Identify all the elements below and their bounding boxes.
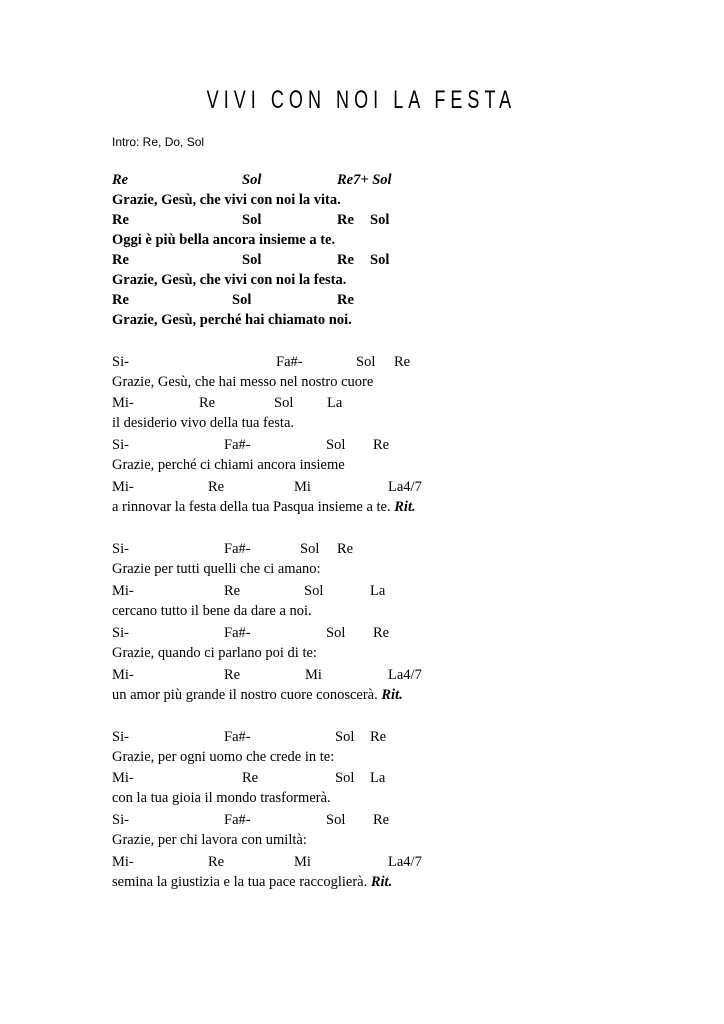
verse3-lyric-line-1 xyxy=(112,749,712,769)
chord: Mi- xyxy=(112,854,134,870)
chord: Re xyxy=(394,354,411,370)
chord: Mi- xyxy=(112,770,134,786)
lyric-text: Oggi è più bella ancora insieme a te. xyxy=(112,232,336,248)
chord: Re xyxy=(373,625,390,641)
lyric-text: a rinnovar la festa della tua Pasqua insieme a te. xyxy=(112,499,391,515)
refrain-chord-line-3 xyxy=(112,252,712,272)
verse3-lyric-line-3 xyxy=(112,832,712,852)
verse1-chord-line-4 xyxy=(112,479,712,499)
lyric-text: il desiderio vivo della tua festa. xyxy=(112,415,295,431)
refrain-chord-line-2 xyxy=(112,212,712,232)
chord: La xyxy=(327,395,343,411)
chord: Sol xyxy=(232,292,252,308)
chord: Re xyxy=(370,729,387,745)
chord: Fa#- xyxy=(224,625,251,641)
chord: Re xyxy=(112,292,129,308)
chord: Re xyxy=(337,252,354,268)
chord: Re xyxy=(112,172,129,188)
verse3-chord-line-2 xyxy=(112,770,712,790)
rit-marker: Rit. xyxy=(394,499,416,515)
verse3-lyric-line-2 xyxy=(112,790,712,810)
chord: Fa#- xyxy=(276,354,303,370)
chord: Sol xyxy=(300,541,320,557)
chord: Sol xyxy=(274,395,294,411)
refrain-lyric-line-1 xyxy=(112,192,712,212)
refrain-lyric-line-3 xyxy=(112,272,712,292)
lyric-text: cercano tutto il bene da dare a noi. xyxy=(112,603,312,619)
verse2-chord-line-3 xyxy=(112,625,712,645)
chord: La xyxy=(370,770,386,786)
verse2-chord-line-1 xyxy=(112,541,712,561)
chord: Re xyxy=(208,854,225,870)
lyric-with-rit xyxy=(112,874,392,891)
chord: Sol xyxy=(370,252,390,268)
refrain-chord-line-1 xyxy=(112,172,712,192)
lyric-text: Grazie, Gesù, perché hai chiamato noi. xyxy=(112,312,352,328)
chord: Fa#- xyxy=(224,812,251,828)
chord: Si- xyxy=(112,625,129,641)
intro-text: Intro: Re, Do, Sol xyxy=(112,135,205,149)
chord: Re xyxy=(373,812,390,828)
refrain-lyric-line-2 xyxy=(112,232,712,252)
chord: Re xyxy=(337,541,354,557)
lyric-text: semina la giustizia e la tua pace raccoglierà. xyxy=(112,874,368,890)
chord: Re7+ Sol xyxy=(337,172,392,188)
refrain-chord-line-4 xyxy=(112,292,712,312)
verse1-lyric-line-1 xyxy=(112,374,712,394)
verse1-lyric-line-4 xyxy=(112,499,712,519)
chord: Sol xyxy=(242,172,262,188)
verse1-chord-line-3 xyxy=(112,437,712,457)
chord: Sol xyxy=(304,583,324,599)
chord: Mi- xyxy=(112,479,134,495)
refrain-lyric-line-4 xyxy=(112,312,712,332)
lyric-text: Grazie, Gesù, che hai messo nel nostro cuore xyxy=(112,374,374,390)
chord: Si- xyxy=(112,354,129,370)
chord: Sol xyxy=(242,212,262,228)
lyric-text: Grazie, perché ci chiami ancora insieme xyxy=(112,457,345,473)
chord: Mi xyxy=(305,667,322,683)
verse1-chord-line-2 xyxy=(112,395,712,415)
chord: Re xyxy=(373,437,390,453)
chord: Re xyxy=(112,252,129,268)
chord: Sol xyxy=(326,625,346,641)
chord: Sol xyxy=(326,437,346,453)
verse3-chord-line-1 xyxy=(112,729,712,749)
verse2-lyric-line-4 xyxy=(112,687,712,707)
chord: Fa#- xyxy=(224,541,251,557)
chord: Sol xyxy=(326,812,346,828)
verse2-chord-line-4 xyxy=(112,667,712,687)
lyric-text: Grazie, Gesù, che vivi con noi la festa. xyxy=(112,272,347,288)
chord: Fa#- xyxy=(224,437,251,453)
chord: Mi- xyxy=(112,395,134,411)
lyric-with-rit xyxy=(112,687,403,704)
chord: Mi- xyxy=(112,583,134,599)
lyric-with-rit xyxy=(112,499,416,516)
chord: Mi xyxy=(294,854,311,870)
chord: La4/7 xyxy=(388,667,422,683)
chord: Si- xyxy=(112,437,129,453)
chord: Re xyxy=(224,667,241,683)
chord: Fa#- xyxy=(224,729,251,745)
lyric-text: Grazie per tutti quelli che ci amano: xyxy=(112,561,321,577)
chord: Sol xyxy=(242,252,262,268)
verse1-lyric-line-2 xyxy=(112,415,712,435)
chord: Re xyxy=(337,212,354,228)
lyric-text: un amor più grande il nostro cuore conoscerà. xyxy=(112,687,378,703)
chord: Mi- xyxy=(112,667,134,683)
chord: Re xyxy=(337,292,354,308)
rit-marker: Rit. xyxy=(381,687,403,703)
lyric-text: con la tua gioia il mondo trasformerà. xyxy=(112,790,331,806)
lyric-text: Grazie, Gesù, che vivi con noi la vita. xyxy=(112,192,341,208)
rit-marker: Rit. xyxy=(370,874,393,890)
verse3-chord-line-3 xyxy=(112,812,712,832)
chord: Sol xyxy=(356,354,376,370)
verse1-chord-line-1 xyxy=(112,354,712,374)
chord: La4/7 xyxy=(388,479,422,495)
chord: Sol xyxy=(335,770,355,786)
lyric-text: Grazie, quando ci parlano poi di te: xyxy=(112,645,317,661)
chord: Re xyxy=(199,395,216,411)
chord: Si- xyxy=(112,729,129,745)
chord: Sol xyxy=(335,729,355,745)
verse3-chord-line-4 xyxy=(112,854,712,874)
verse2-lyric-line-3 xyxy=(112,645,712,665)
verse2-lyric-line-2 xyxy=(112,603,712,623)
verse2-chord-line-2 xyxy=(112,583,712,603)
chord: Re xyxy=(242,770,259,786)
chord: La xyxy=(370,583,386,599)
chord: Re xyxy=(224,583,241,599)
chord: Si- xyxy=(112,812,129,828)
chord: Re xyxy=(112,212,129,228)
song-title: VIVI CON NOI LA FESTA xyxy=(206,86,517,114)
verse1-lyric-line-3 xyxy=(112,457,712,477)
verse2-lyric-line-1 xyxy=(112,561,712,581)
verse3-lyric-line-4 xyxy=(112,874,712,894)
lyric-text: Grazie, per chi lavora con umiltà: xyxy=(112,832,307,848)
lyric-text: Grazie, per ogni uomo che crede in te: xyxy=(112,749,335,765)
chord: La4/7 xyxy=(388,854,422,870)
chord: Re xyxy=(208,479,225,495)
chord: Sol xyxy=(370,212,390,228)
chord: Si- xyxy=(112,541,129,557)
chord: Mi xyxy=(294,479,311,495)
